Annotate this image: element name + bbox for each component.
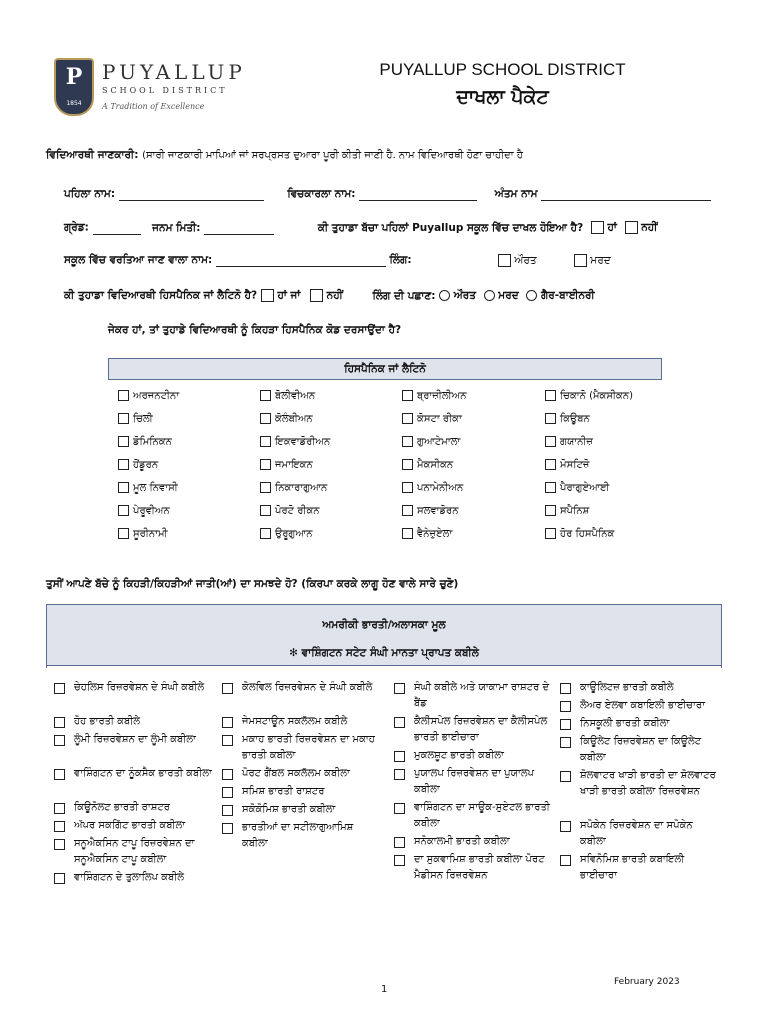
tribe-label: ਕਿਊਲੇਟ ਰਿਜ਼ਰਵੇਸ਼ਨ ਦਾ ਕਿਊਲੇਟ ਕਬੀਲਾ [580, 736, 702, 763]
hispanic-option[interactable] [402, 459, 453, 471]
tribe-label: ਸਨੋਕਾਲਮੀ ਭਾਰਤੀ ਕਬੀਲਾ [414, 836, 510, 847]
tribe-checkbox[interactable] [54, 735, 65, 746]
tribe-checkbox[interactable] [54, 803, 65, 814]
hispanic-option-label: ਸਲਵਾਡੋਰਨ [417, 505, 459, 517]
tribe-option[interactable] [560, 818, 720, 850]
sex-label: ਲਿੰਗ: [389, 254, 412, 266]
tribe-label: ਕੋਲਵਿਲ ਰਿਜ਼ਰਵੇਸ਼ਨ ਦੇ ਸੰਘੀ ਕਬੀਲੇ [242, 682, 373, 693]
emblem-letter: P [65, 64, 83, 90]
hispanic-option-checkbox[interactable] [402, 390, 413, 401]
tribe-label: ਅੱਪਰ ਸਕਗਿੱਟ ਭਾਰਤੀ ਕਬੀਲਾ [74, 820, 186, 831]
tribe-option[interactable] [54, 732, 214, 748]
tribe-checkbox[interactable] [222, 787, 233, 798]
tribe-option[interactable] [560, 680, 720, 696]
hispanic-option[interactable] [402, 390, 466, 402]
tribe-checkbox[interactable] [394, 683, 405, 694]
gi-nonbinary-radio[interactable] [526, 290, 537, 301]
hispanic-option[interactable] [260, 505, 320, 517]
tribe-option[interactable] [394, 748, 554, 764]
hispanic-no-checkbox[interactable] [310, 289, 323, 302]
hispanic-row [64, 289, 595, 303]
tribe-checkbox[interactable] [54, 769, 65, 780]
hispanic-option-checkbox[interactable] [402, 459, 413, 470]
district-logo [54, 58, 246, 120]
hispanic-option-label: ਸਪੈਨਿਸ਼ [560, 505, 590, 517]
tribe-option[interactable] [222, 820, 382, 852]
hispanic-option-checkbox[interactable] [545, 436, 556, 447]
tribe-label: ਦਾ ਸੁਕਵਾਮਿਸ਼ ਭਾਰਤੀ ਕਬੀਲਾ ਪੋਰਟ ਮੈਡੀਸਨ ਰਿਜ਼ਰਵੇਸ਼ਨ [414, 854, 545, 881]
tribe-option[interactable] [54, 714, 214, 730]
hispanic-option-label: ਵੈਨੇਜ਼ੁਏਲਾ [417, 528, 453, 540]
hispanic-option-checkbox[interactable] [545, 459, 556, 470]
tribe-checkbox[interactable] [394, 717, 405, 728]
enrolled-no-label: ਨਹੀਂ [641, 221, 658, 234]
gi-female-radio[interactable] [439, 290, 450, 301]
hispanic-option-label: ਬੋਲੀਵੀਅਨ [275, 390, 316, 402]
enrolled-question: ਕੀ ਤੁਹਾਡਾ ਬੱਚਾ ਪਹਿਲਾਂ Puyallup ਸਕੂਲ ਵਿੱਚ ਦਾਖਲ ਹੋਇਆ ਹੈ? [317, 221, 584, 234]
hispanic-option-checkbox[interactable] [118, 505, 129, 516]
hispanic-option[interactable] [545, 459, 589, 471]
tribe-checkbox[interactable] [560, 719, 571, 730]
enrolled-yes-label: ਹਾਂ [607, 221, 617, 234]
hispanic-option[interactable] [118, 413, 153, 425]
hispanic-yes-checkbox[interactable] [261, 289, 274, 302]
tribe-checkbox[interactable] [560, 737, 571, 748]
tribe-option[interactable] [54, 680, 214, 696]
tribe-option[interactable] [222, 714, 382, 730]
middle-name-field[interactable] [359, 188, 477, 201]
tribe-checkbox[interactable] [560, 683, 571, 694]
sex-male-label: ਮਰਦ [590, 254, 611, 267]
tribe-label: ਸਵਿਨੋਮਿਸ਼ ਭਾਰਤੀ ਕਬਾਇਲੀ ਭਾਈਚਾਰਾ [580, 854, 685, 881]
tribe-checkbox[interactable] [222, 769, 233, 780]
hispanic-option-checkbox[interactable] [260, 459, 271, 470]
hispanic-option[interactable] [260, 390, 315, 402]
first-name-label: ਪਹਿਲਾ ਨਾਮ: [64, 188, 116, 200]
hispanic-option-label: ਪੇਰੂਵੀਅਨ [133, 505, 170, 517]
tribe-option[interactable] [222, 732, 382, 764]
hispanic-option-label: ਪੋਰਟੋ ਰੀਕਨ [275, 505, 320, 517]
gi-nonbinary-label: ਗੈਰ-ਬਾਈਨਰੀ [540, 289, 595, 302]
hispanic-option-label: ਬ੍ਰਾਜ਼ੀਲੀਅਨ [417, 390, 467, 402]
tribe-checkbox[interactable] [560, 771, 571, 782]
hispanic-option-checkbox[interactable] [402, 413, 413, 424]
hispanic-option[interactable] [260, 482, 327, 494]
tribe-checkbox[interactable] [54, 683, 65, 694]
tribe-checkbox[interactable] [394, 769, 405, 780]
grade-field[interactable] [93, 222, 141, 235]
student-info-heading-row [46, 149, 523, 162]
dob-field[interactable] [204, 222, 274, 235]
tribe-option[interactable] [560, 852, 720, 884]
tribe-label: ਚੇਹਲਿਸ ਰਿਜ਼ਰਵੇਸ਼ਨ ਦੇ ਸੰਘੀ ਕਬੀਲੇ [74, 682, 205, 693]
tribe-option[interactable] [54, 870, 214, 886]
hispanic-option[interactable] [402, 436, 460, 448]
hispanic-option[interactable] [545, 505, 589, 517]
hispanic-option-label: ਚਿਕਾਨੋ (ਮੈਕਸੀਕਨ) [560, 390, 634, 402]
hispanic-option-checkbox[interactable] [545, 390, 556, 401]
student-info-note: (ਸਾਰੀ ਜਾਣਕਾਰੀ ਮਾਪਿਆਂ ਜਾਂ ਸਰਪ੍ਰਸਤ ਦੁਆਰਾ ਪੂਰੀ ਕੀਤੀ ਜਾਣੀ ਹੈ. ਨਾਮ ਵਿਦਿਆਰਥੀ ਹੋਣਾ ਚਾਹੀਦਾ ਹੈ [142, 150, 523, 161]
hispanic-followup: ਜੇਕਰ ਹਾਂ, ਤਾਂ ਤੁਹਾਡੇ ਵਿਦਿਆਰਥੀ ਨੂੰ ਕਿਹੜਾ ਹਿਸਪੈਨਿਕ ਕੋਡ ਦਰਸਾਉਂਦਾ ਹੈ? [108, 324, 402, 336]
tribe-checkbox[interactable] [222, 823, 233, 834]
shield-emblem [54, 58, 94, 116]
race-question: ਤੁਸੀਂ ਆਪਣੇ ਬੱਚੇ ਨੂੰ ਕਿਹੜੀ/ਕਿਹੜੀਆਂ ਜਾਤੀ(ਆਂ) ਦਾ ਸਮਝਦੇ ਹੋ? (ਕਿਰਪਾ ਕਰਕੇ ਲਾਗੂ ਹੋਣ ਵਾਲੇ ਸਾਰੇ ਚੁਣੋ) [46, 578, 459, 590]
enrolled-no-checkbox[interactable] [625, 221, 638, 234]
tribe-label: ਕਿਊਨੋਲਟ ਭਾਰਤੀ ਰਾਸ਼ਟਰ [74, 802, 170, 813]
tribe-checkbox[interactable] [394, 803, 405, 814]
hispanic-option[interactable] [260, 413, 313, 425]
hispanic-no-label: ਨਹੀਂ [326, 289, 343, 302]
tribe-label: ਪੋਰਟ ਗੈਂਬਲ ਸਕਲੱਲਮ ਕਬੀਲਾ [242, 768, 350, 779]
gi-female-label: ਔਰਤ [453, 289, 476, 302]
hispanic-option-checkbox[interactable] [260, 436, 271, 447]
hispanic-option-label: ਮੋਸਟਿਜ਼ੋ [560, 459, 590, 471]
tribe-option[interactable] [394, 800, 554, 832]
tribe-label: ਮੁਕਲਸ਼ੂਟ ਭਾਰਤੀ ਕਬੀਲਾ [414, 750, 504, 761]
hispanic-box-header [108, 358, 662, 380]
hispanic-option[interactable] [260, 459, 313, 471]
tribe-option[interactable] [560, 734, 720, 766]
middle-name-label: ਵਿਚਕਾਰਲਾ ਨਾਮ: [287, 188, 356, 200]
tribe-label: ਸੰਘੀ ਕਬੀਲੇ ਅਤੇ ਯਾਕਾਮਾ ਰਾਸ਼ਟਰ ਦੇ ਬੈਂਡ [414, 682, 550, 709]
gender-identity-label: ਲਿੰਗ ਦੀ ਪਛਾਣ: [372, 289, 436, 302]
preferred-name-field[interactable] [216, 254, 386, 267]
hispanic-option-label: ਹੋਰ ਹਿਸਪੈਨਿਕ [560, 528, 615, 540]
hispanic-option[interactable] [545, 436, 593, 448]
tribe-checkbox[interactable] [54, 839, 65, 850]
preferred-name-label: ਸਕੂਲ ਵਿੱਚ ਵਰਤਿਆ ਜਾਣ ਵਾਲਾ ਨਾਮ: [64, 254, 213, 266]
hispanic-option-checkbox[interactable] [545, 528, 556, 539]
tribe-option[interactable] [394, 852, 554, 884]
hispanic-option[interactable] [260, 528, 313, 540]
tribe-checkbox[interactable] [394, 751, 405, 762]
tribe-checkbox[interactable] [54, 821, 65, 832]
hispanic-option-label: ਅਰਜਨਟੀਨਾ [133, 390, 180, 402]
hispanic-option-label: ਪੈਰਾਗੁਏਆਈ [560, 482, 610, 494]
tribe-label: ਨਿਸਕੂਲੀ ਭਾਰਤੀ ਕਬੀਲਾ [580, 718, 670, 729]
logo-sub: SCHOOL DISTRICT [102, 86, 228, 95]
tribe-checkbox[interactable] [222, 805, 233, 816]
hispanic-option[interactable] [118, 482, 178, 494]
tribe-label: ਸ਼ੋਲਵਾਟਰ ਖਾੜੀ ਭਾਰਤੀ ਦਾ ਸ਼ੋਲਵਾਟਰ ਖਾੜੀ ਭਾਰਤੀ ਕਬੀਲਾ ਰਿਜ਼ਰਵੇਸ਼ਨ [580, 770, 716, 797]
hispanic-option-checkbox[interactable] [118, 413, 129, 424]
native-box-body [46, 666, 722, 668]
tribe-checkbox[interactable] [394, 855, 405, 866]
enrolled-yes-checkbox[interactable] [591, 221, 604, 234]
tribe-option[interactable] [54, 800, 214, 816]
hispanic-option[interactable] [118, 505, 170, 517]
sex-female-label: ਔਰਤ [514, 254, 537, 267]
tribe-label: ਲੋਅਰ ਏਲਵਾ ਕਬਾਇਲੀ ਭਾਈਚਾਰਾ [580, 700, 705, 711]
hispanic-option-label: ਸੂਰੀਨਾਮੀ [133, 528, 168, 540]
tribe-checkbox[interactable] [560, 821, 571, 832]
last-name-label: ਅੰਤਮ ਨਾਮ [494, 188, 538, 200]
hispanic-option[interactable] [118, 436, 172, 448]
sex-options [498, 254, 611, 268]
hispanic-option-checkbox[interactable] [260, 505, 271, 516]
tribe-option[interactable] [222, 766, 382, 782]
hispanic-option-label: ਪਨਾਮੇਨੀਅਨ [417, 482, 464, 494]
name-row [64, 188, 711, 201]
tribe-checkbox[interactable] [394, 837, 405, 848]
hispanic-option-label: ਨਿਕਾਰਾਗੁਆਨ [275, 482, 328, 494]
hispanic-option-checkbox[interactable] [545, 482, 556, 493]
tribe-option[interactable] [222, 784, 382, 800]
hispanic-option-checkbox[interactable] [545, 413, 556, 424]
hispanic-option[interactable] [118, 459, 158, 471]
page-number: 1 [381, 984, 388, 995]
tribe-label: ਲੂੰਮੀ ਰਿਜ਼ਰਵੇਸ਼ਨ ਦਾ ਲੂੰਮੀ ਕਬੀਲਾ [74, 734, 196, 745]
hispanic-option[interactable] [545, 528, 614, 540]
tribe-label: ਵਾਸ਼ਿੰਗਟਨ ਦੇ ਤੁਲਾਲਿਪ ਕਬੀਲੇ [74, 872, 185, 883]
logo-tagline: A Tradition of Excellence [102, 102, 205, 111]
tribe-label: ਸਨੂਐਕਸਿਨ ਟਾਪੂ ਰਿਜ਼ਰਵੇਸ਼ਨ ਦਾ ਸਨੂਐਕਸਿਨ ਟਾਪੂ ਕਬੀਲਾ [74, 838, 195, 865]
tribe-label: ਭਾਰਤੀਆਂ ਦਾ ਸਟੀਲਾਗੁਆਮਿਸ਼ ਕਬੀਲਾ [242, 822, 354, 849]
tribe-option[interactable] [394, 766, 554, 798]
tribe-option[interactable] [394, 714, 554, 746]
hispanic-option[interactable] [402, 413, 462, 425]
hispanic-option[interactable] [545, 413, 590, 425]
tribe-checkbox[interactable] [54, 873, 65, 884]
hispanic-option[interactable] [402, 505, 459, 517]
hispanic-option-checkbox[interactable] [545, 505, 556, 516]
hispanic-option-label: ਗਯਾਨੀਜ਼ [560, 436, 593, 448]
native-box-header [46, 604, 722, 666]
hispanic-option-checkbox[interactable] [118, 436, 129, 447]
district-title: PUYALLUP SCHOOL DISTRICT [379, 60, 626, 79]
tribe-label: ਸਮਿਸ਼ ਭਾਰਤੀ ਰਾਸ਼ਟਰ [242, 786, 325, 797]
tribe-option[interactable] [560, 698, 720, 714]
hispanic-option-checkbox[interactable] [402, 505, 413, 516]
student-info-heading: ਵਿਦਿਆਰਥੀ ਜਾਣਕਾਰੀ: [46, 149, 139, 161]
hispanic-option-label: ਕੋਸਟਾ ਰੀਕਾ [417, 413, 462, 425]
hispanic-option-checkbox[interactable] [402, 528, 413, 539]
hispanic-option-label: ਗੁਆਟੇਮਾਲਾ [417, 436, 461, 448]
tribe-checkbox[interactable] [560, 701, 571, 712]
hispanic-option[interactable] [118, 390, 179, 402]
tribe-option[interactable] [222, 802, 382, 818]
tribe-label: ਹੋਹ ਭਾਰਤੀ ਕਬੀਲੇ [74, 716, 141, 727]
tribe-option[interactable] [222, 680, 382, 696]
tribe-checkbox[interactable] [222, 683, 233, 694]
hispanic-yes-label: ਹਾਂ ਜਾਂ [277, 289, 301, 302]
gi-male-radio[interactable] [484, 290, 495, 301]
tribe-label: ਪੁਯਾਲਪ ਰਿਜ਼ਰਵੇਸ਼ਨ ਦਾ ਪੁਯਾਲਪ ਕਬੀਲਾ [414, 768, 535, 795]
tribe-option[interactable] [560, 716, 720, 732]
tribe-label: ਜੇਮਸਟਾਊਨ ਸਕਲੱਲਮ ਕਬੀਲੇ [242, 716, 348, 727]
tribe-label: ਕਾਊਲਿਟਜ਼ ਭਾਰਤੀ ਕਬੀਲੇ [580, 682, 674, 693]
tribe-label: ਵਾਸ਼ਿੰਗਟਨ ਦਾ ਸਾਊਕ-ਸੁਏਟਲ ਭਾਰਤੀ ਕਬੀਲਾ [414, 802, 550, 829]
hispanic-option-label: ਮੈਕਸੀਕਨ [417, 459, 454, 471]
packet-title: ਦਾਖਲਾ ਪੈਕੇਟ [456, 86, 549, 108]
hispanic-option-label: ਜਮਾਇਕਨ [275, 459, 313, 471]
native-box-subtitle: ✻ ਵਾਸ਼ਿੰਗਟਨ ਸਟੇਟ ਸੰਘੀ ਮਾਨਤਾ ਪ੍ਰਾਪਤ ਕਬੀਲੇ [289, 647, 479, 659]
sex-male-checkbox[interactable] [574, 254, 587, 267]
hispanic-option[interactable] [118, 528, 168, 540]
tribe-label: ਸਪੋਕੇਨ ਰਿਜ਼ਰਵੇਸ਼ਨ ਦਾ ਸਪੋਕੇਨ ਕਬੀਲਾ [580, 820, 693, 847]
tribe-checkbox[interactable] [560, 855, 571, 866]
first-name-field[interactable] [119, 188, 264, 201]
hispanic-option[interactable] [545, 390, 633, 402]
tribe-option[interactable] [54, 836, 214, 868]
tribe-option[interactable] [54, 766, 214, 782]
hispanic-option-checkbox[interactable] [118, 528, 129, 539]
hispanic-option-checkbox[interactable] [260, 413, 271, 424]
hispanic-option-checkbox[interactable] [260, 390, 271, 401]
logo-name: PUYALLUP [102, 60, 246, 84]
tribe-checkbox[interactable] [54, 717, 65, 728]
hispanic-option-label: ਕੋਲੰਬੀਅਨ [275, 413, 313, 425]
emblem-year: 1854 [66, 100, 82, 107]
tribe-option[interactable] [54, 818, 214, 834]
hispanic-option-checkbox[interactable] [402, 436, 413, 447]
sex-female-checkbox[interactable] [498, 254, 511, 267]
hispanic-option-checkbox[interactable] [260, 528, 271, 539]
hispanic-option[interactable] [402, 528, 452, 540]
tribe-label: ਕੈਲੀਸਪੇਲ ਰਿਜ਼ਰਵੇਸ਼ਨ ਦਾ ਕੈਲੀਸਪੇਲ ਭਾਰਤੀ ਭਾਈਚਾਰਾ [414, 716, 548, 743]
grade-label: ਗ੍ਰੇਡ: [64, 221, 89, 234]
tribe-checkbox[interactable] [222, 717, 233, 728]
footer-date: February 2023 [614, 977, 680, 987]
hispanic-option-label: ਕਿਊਬਨ [560, 413, 590, 425]
native-box-title: ਅਮਰੀਕੀ ਭਾਰਤੀ/ਅਲਾਸਕਾ ਮੂਲ [322, 619, 446, 631]
hispanic-option-checkbox[interactable] [118, 459, 129, 470]
hispanic-box-title: ਹਿਸਪੈਨਿਕ ਜਾਂ ਲੈਟਿਨੋ [344, 363, 426, 375]
hispanic-option[interactable] [545, 482, 609, 494]
hispanic-option-label: ਡੋਮਿਨਿਕਨ [133, 436, 172, 448]
dob-label: ਜਨਮ ਮਿਤੀ: [152, 221, 201, 234]
last-name-field[interactable] [541, 188, 711, 201]
tribe-checkbox[interactable] [222, 735, 233, 746]
grade-row [64, 221, 657, 235]
tribe-label: ਵਾਸ਼ਿੰਗਟਨ ਦਾ ਨੂੰਕਸੈਕ ਭਾਰਤੀ ਕਬੀਲਾ [74, 768, 212, 779]
hispanic-option-checkbox[interactable] [402, 482, 413, 493]
hispanic-question: ਕੀ ਤੁਹਾਡਾ ਵਿਦਿਆਰਥੀ ਹਿਸਪੈਨਿਕ ਜਾਂ ਲੈਟਿਨੋ ਹੈ? [64, 289, 258, 302]
hispanic-option-label: ਉਰੂਗੁਆਨ [275, 528, 313, 540]
tribe-option[interactable] [394, 834, 554, 850]
hispanic-option-checkbox[interactable] [118, 482, 129, 493]
hispanic-option-label: ਇਕਵਾਡੋਰੀਅਨ [275, 436, 331, 448]
tribe-label: ਸਕੋਕੋਮਿਸ਼ ਭਾਰਤੀ ਕਬੀਲਾ [242, 804, 336, 815]
hispanic-option-checkbox[interactable] [118, 390, 129, 401]
tribe-label: ਮਕਾਹ ਭਾਰਤੀ ਰਿਜ਼ਰਵੇਸ਼ਨ ਦਾ ਮਕਾਹ ਭਾਰਤੀ ਕਬੀਲਾ [242, 734, 375, 761]
hispanic-option[interactable] [402, 482, 463, 494]
gi-male-label: ਮਰਦ [498, 289, 519, 302]
hispanic-option-label: ਚਿਲੀ [133, 413, 153, 425]
tribe-option[interactable] [560, 768, 720, 800]
hispanic-option[interactable] [260, 436, 330, 448]
hispanic-option-label: ਹੋਂਡੂਰਨ [133, 459, 159, 471]
hispanic-option-label: ਮੂਲ ਨਿਵਾਸੀ [133, 482, 178, 494]
preferred-name-row [64, 254, 412, 267]
hispanic-option-checkbox[interactable] [260, 482, 271, 493]
tribe-option[interactable] [394, 680, 554, 712]
